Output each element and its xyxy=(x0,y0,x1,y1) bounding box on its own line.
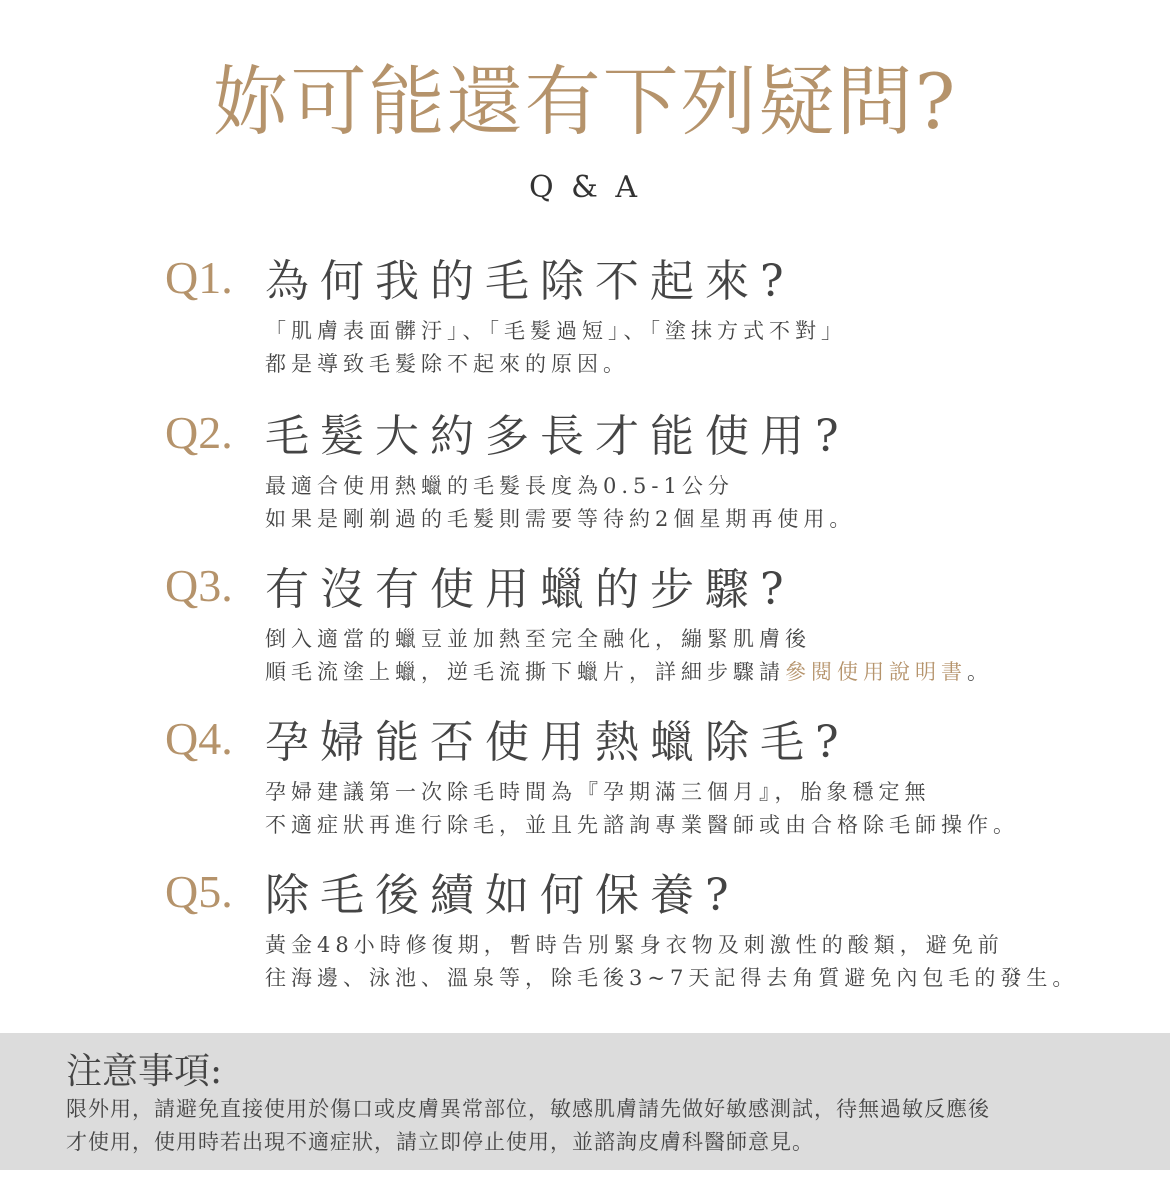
notice-text xyxy=(66,1093,990,1159)
notice-section xyxy=(0,1033,1170,1170)
question-number: Q3. xyxy=(165,559,233,611)
answer-text: 黃金48小時修復期，暫時告別緊身衣物及刺激性的酸類，避免前 xyxy=(265,933,1004,957)
answer-text: 往海邊、泳池、溫泉等，除毛後3~7天記得去角質避免內包毛的發生。 xyxy=(265,966,1079,990)
question-text: 孕婦能否使用熱蠟除毛? xyxy=(265,717,850,768)
question-text: 除毛後續如何保養? xyxy=(265,870,740,921)
answer-text: 「肌膚表面髒汙」、「毛髮過短」、「塗抹方式不對」 xyxy=(265,319,847,343)
faq-item xyxy=(165,555,1125,689)
answer xyxy=(265,929,1125,995)
notice-title: 注意事項: xyxy=(66,1051,223,1092)
answer-text: 最適合使用熱蠟的毛髮長度為0.5-1公分 xyxy=(265,474,734,498)
answer xyxy=(265,623,1125,689)
answer-line xyxy=(265,470,1125,503)
answer-line xyxy=(265,962,1125,995)
question-text: 有沒有使用蠟的步驟? xyxy=(265,564,795,615)
question-number: Q1. xyxy=(165,251,233,303)
answer-text: 倒入適當的蠟豆並加熱至完全融化，繃緊肌膚後 xyxy=(265,627,811,651)
answer-text: 不適症狀再進行除毛，並且先諮詢專業醫師或由合格除毛師操作。 xyxy=(265,813,1019,837)
question-number: Q2. xyxy=(165,406,233,458)
answer xyxy=(265,776,1125,842)
faq-item xyxy=(165,861,1125,995)
page-subtitle: Q & A xyxy=(528,170,642,205)
answer-line xyxy=(265,809,1125,842)
question-number: Q5. xyxy=(165,865,233,917)
notice-line: 才使用，使用時若出現不適症狀，請立即停止使用，並諮詢皮膚科醫師意見。 xyxy=(66,1130,814,1154)
manual-link[interactable]: 參閱使用說明書 xyxy=(785,660,967,684)
question-row xyxy=(165,247,1125,307)
question-row xyxy=(165,402,1125,462)
notice-line: 限外用，請避免直接使用於傷口或皮膚異常部位，敏感肌膚請先做好敏感測試，待無過敏反應後 xyxy=(66,1097,990,1121)
faq-item xyxy=(165,402,1125,536)
answer-line xyxy=(265,656,1125,689)
question-text: 毛髮大約多長才能使用? xyxy=(265,411,850,462)
answer-text: 順毛流塗上蠟，逆毛流撕下蠟片，詳細步驟請 xyxy=(265,660,785,684)
question-row xyxy=(165,708,1125,768)
page-title: 妳可能還有下列疑問? xyxy=(212,57,958,146)
question-row xyxy=(165,861,1125,921)
answer-text: 如果是剛剃過的毛髮則需要等待約2個星期再使用。 xyxy=(265,507,856,531)
answer-line xyxy=(265,503,1125,536)
question-row xyxy=(165,555,1125,615)
question-text: 為何我的毛除不起來? xyxy=(265,256,795,307)
answer-line xyxy=(265,348,1125,381)
answer xyxy=(265,315,1125,381)
faq-item xyxy=(165,247,1125,381)
faq-item xyxy=(165,708,1125,842)
answer-text: 都是導致毛髮除不起來的原因。 xyxy=(265,352,629,376)
answer-text: 孕婦建議第一次除毛時間為『孕期滿三個月』，胎象穩定無 xyxy=(265,780,931,804)
answer-line xyxy=(265,315,1125,348)
question-number: Q4. xyxy=(165,712,233,764)
answer-line xyxy=(265,776,1125,809)
answer-text: 。 xyxy=(967,660,993,684)
answer xyxy=(265,470,1125,536)
answer-line xyxy=(265,623,1125,656)
answer-line xyxy=(265,929,1125,962)
